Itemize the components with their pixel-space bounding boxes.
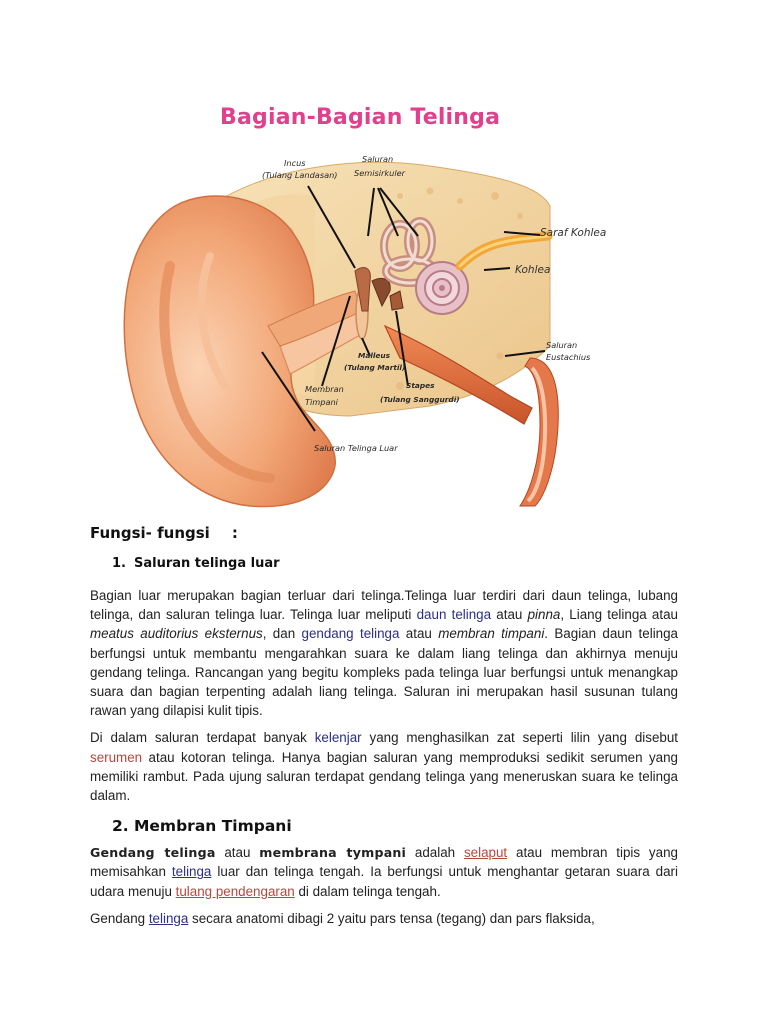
figure-title: Bagian-Bagian Telinga (220, 105, 501, 130)
section2-paragraph2 (90, 909, 678, 928)
link-telinga[interactable]: telinga (171, 864, 212, 880)
link-selaput[interactable]: selaput (463, 845, 508, 861)
section1-paragraph1 (90, 586, 678, 720)
text-run: atau (215, 845, 260, 861)
text-run: atau kotoran telinga. Hanya bagian saluran yang memproduksi sedikit serumen yang memiliki rambut. Pada ujung saluran terdapat gendang telinga yang meneruskan suara ke telinga dalam. (90, 749, 678, 804)
label-stapes: Stapes (406, 381, 435, 390)
emphasis-membran-timpani: membran timpani (438, 626, 545, 642)
text-run: adalah (406, 845, 464, 861)
section2-heading (112, 817, 678, 835)
section1-heading (112, 556, 678, 571)
text-run: Di dalam saluran terdapat banyak (90, 730, 315, 746)
section2-number: 2. (112, 817, 129, 836)
text-run: , Liang telinga atau (560, 607, 678, 623)
label-eustachius-sub: Eustachius (546, 352, 591, 362)
label-saraf-kohlea: Saraf Kohlea (540, 227, 607, 239)
section1-number: 1. (112, 556, 126, 571)
text-run: , dan (262, 626, 302, 642)
functions-heading (90, 524, 678, 542)
ear-anatomy-figure (100, 96, 640, 512)
text-run: di dalam telinga tengah. (294, 883, 441, 899)
label-eustachius: Saluran (546, 340, 578, 350)
label-malleus-sub: (Tulang Martil) (344, 363, 406, 372)
section1-title: Saluran telinga luar (134, 556, 280, 571)
label-malleus: Malleus (358, 351, 391, 360)
ear-diagram (100, 96, 640, 512)
article-content (90, 524, 678, 936)
text-run: atau (399, 626, 439, 642)
section1-paragraph2 (90, 728, 678, 805)
label-semicircular: Saluran (362, 154, 394, 164)
text-run: atau membran tipis yang memisahkan (90, 845, 678, 880)
text-run: . Bagian daun telinga berfungsi untuk membantu mengarahkan suara ke dalam liang telinga dan akhirnya menuju gendang telinga. Rancangan yang begitu kompleks pada telinga luar berfungsi untuk menangkap suara dan bagian terpenting adalah liang telinga. Saluran ini merupakan hasil susunan tulang rawan yang dilapisi kulit tipis. (90, 626, 679, 719)
section2-title: Membran Timpani (134, 817, 292, 836)
text-run: atau (491, 607, 528, 623)
link-gendang-telinga[interactable]: gendang telinga (301, 626, 400, 642)
label-incus: Incus (284, 158, 306, 168)
functions-heading-text: Fungsi- fungsi (90, 524, 210, 542)
text-run: Gendang (90, 910, 149, 926)
functions-heading-colon: : (231, 524, 238, 542)
label-kohlea: Kohlea (515, 264, 551, 276)
label-incus-sub: (Tulang Landasan) (262, 170, 338, 180)
bold-membrana-tympani: membrana tympani (259, 845, 407, 861)
text-run: secara anatomi dibagi 2 yaitu pars tensa (tegang) dan pars flaksida, (188, 910, 595, 926)
text-run: luar dan telinga tengah. Ia berfungsi untuk menghantar getaran suara dari udara menuju (90, 864, 678, 899)
label-saluran-luar: Saluran Telinga Luar (314, 443, 398, 453)
link-daun-telinga[interactable]: daun telinga (416, 607, 492, 623)
label-stapes-sub: (Tulang Sanggurdi) (380, 395, 460, 404)
label-semicircular-sub: Semisirkuler (354, 168, 405, 178)
label-membran: Membran (305, 384, 344, 394)
link-tulang-pendengaran[interactable]: tulang pendengaran (175, 883, 295, 899)
emphasis-pinna: pinna (527, 607, 561, 623)
link-kelenjar[interactable]: kelenjar (314, 730, 362, 746)
link-serumen[interactable]: serumen (90, 749, 143, 765)
link-telinga-2[interactable]: telinga (148, 910, 189, 926)
emphasis-meatus: meatus auditorius eksternus (90, 626, 263, 642)
bold-gendang-telinga: Gendang telinga (90, 845, 216, 861)
section2-paragraph1 (90, 843, 678, 901)
text-run: Bagian luar merupakan bagian terluar dari telinga.Telinga luar terdiri dari daun telinga, lubang telinga, dan saluran telinga luar. Telinga luar meliputi (90, 588, 678, 623)
label-membran-sub: Timpani (305, 397, 338, 407)
text-run: yang menghasilkan zat seperti lilin yang disebut (361, 730, 679, 746)
